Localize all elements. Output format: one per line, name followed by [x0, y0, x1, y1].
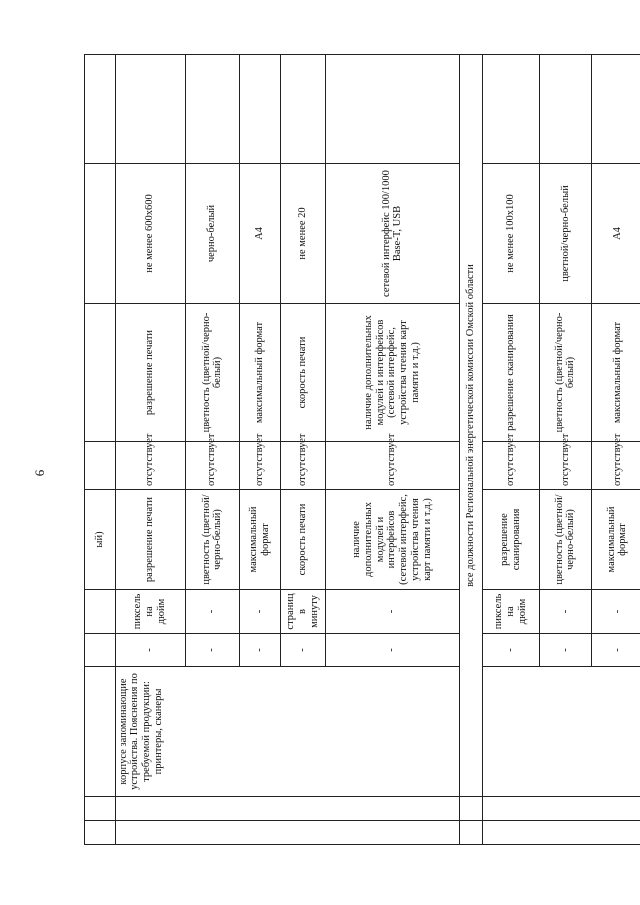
table-cell: [85, 797, 116, 821]
characteristic-cell: цветность (цветной/черно-белый): [185, 490, 239, 590]
table-row: [459, 55, 483, 845]
table-cell: [483, 797, 640, 821]
table-cell: [185, 55, 239, 164]
value-flag-cell: отсутствует: [115, 442, 185, 490]
characteristic-cell: разрешение печати: [115, 490, 185, 590]
unit-cell: пиксель на дюйм: [115, 590, 185, 634]
page-number: 6: [32, 469, 47, 477]
property-cell: разрешение сканирования: [483, 304, 540, 442]
dash-cell: -: [115, 634, 185, 667]
table-cell: [85, 304, 116, 442]
characteristic-cell: цветность (цветной/черно-белый): [539, 490, 591, 590]
unit-cell: -: [185, 590, 239, 634]
requirement-cell: не менее 600x600: [115, 164, 185, 304]
rotated-table-wrapper: [84, 55, 640, 845]
table-cell: [115, 55, 185, 164]
table-cell: [85, 590, 116, 634]
table-cell: [326, 55, 459, 164]
dash-cell: -: [483, 634, 540, 667]
table-cell: [483, 667, 640, 797]
property-cell: цветность (цветной/черно-белый): [539, 304, 591, 442]
characteristic-cell: разрешение сканирования: [483, 490, 540, 590]
characteristic-cell: скорость печати: [280, 490, 326, 590]
unit-cell: страниц в минуту: [280, 590, 326, 634]
table-row: [115, 55, 185, 845]
characteristic-cell: максимальный формат: [591, 490, 640, 590]
property-cell: цветность (цветной/черно-белый): [185, 304, 239, 442]
table-cell: [85, 164, 116, 304]
table-cell: [85, 442, 116, 490]
value-flag-cell: отсутствует: [591, 442, 640, 490]
property-cell: максимальный формат: [591, 304, 640, 442]
dash-cell: -: [591, 634, 640, 667]
requirement-cell: цветной/черно-белый: [539, 164, 591, 304]
value-flag-cell: отсутствует: [239, 442, 280, 490]
dash-cell: -: [539, 634, 591, 667]
table-cell: [483, 55, 540, 164]
table-cell: [483, 821, 640, 845]
value-flag-cell: отсутствует: [539, 442, 591, 490]
property-cell: разрешение печати: [115, 304, 185, 442]
table-cell: [115, 821, 459, 845]
property-cell: скорость печати: [280, 304, 326, 442]
dash-cell: -: [185, 634, 239, 667]
requirement-cell: не менее 20: [280, 164, 326, 304]
specifications-table: [84, 54, 640, 845]
requirement-cell: не менее 100x100: [483, 164, 540, 304]
requirement-cell: A4: [591, 164, 640, 304]
table-cell: [115, 797, 459, 821]
table-cell: [280, 55, 326, 164]
dash-cell: -: [280, 634, 326, 667]
table-cell: [85, 821, 116, 845]
unit-cell: -: [239, 590, 280, 634]
table-cell: [591, 55, 640, 164]
table-cell: [459, 821, 483, 845]
dash-cell: -: [239, 634, 280, 667]
dash-cell: -: [326, 634, 459, 667]
column-fragment: ый): [85, 490, 116, 590]
unit-cell: -: [539, 590, 591, 634]
section-title: все должности Региональной энергетической комиссии Омской области: [459, 55, 483, 797]
unit-cell: -: [326, 590, 459, 634]
value-flag-cell: отсутствует: [483, 442, 540, 490]
table-cell: [459, 797, 483, 821]
unit-cell: пиксель на дюйм: [483, 590, 540, 634]
category-cell: корпусе запоминающие устройства. Пояснения по требуемой продукции: принтеры, сканеры: [115, 667, 459, 797]
property-cell: наличие дополнительных модулей и интерфейсов (сетевой интерфейс, устройства чтения карт памяти и т.д.): [326, 304, 459, 442]
requirement-cell: A4: [239, 164, 280, 304]
requirement-cell: черно-белый: [185, 164, 239, 304]
value-flag-cell: отсутствует: [326, 442, 459, 490]
value-flag-cell: отсутствует: [185, 442, 239, 490]
table-cell: [85, 55, 116, 164]
table-cell: [85, 634, 116, 667]
characteristic-cell: наличие дополнительных модулей и интерфейсов (сетевой интерфейс, устройства чтения карт памяти и т.д.): [326, 490, 459, 590]
value-flag-cell: отсутствует: [280, 442, 326, 490]
characteristic-cell: максимальный формат: [239, 490, 280, 590]
table-cell: [85, 667, 116, 797]
requirement-cell: сетевой интерфейс 100/1000 Base-T, USB: [326, 164, 459, 304]
table-cell: [539, 55, 591, 164]
table-row: [483, 55, 540, 845]
table-row: [85, 55, 116, 845]
unit-cell: -: [591, 590, 640, 634]
property-cell: максимальный формат: [239, 304, 280, 442]
table-cell: [239, 55, 280, 164]
